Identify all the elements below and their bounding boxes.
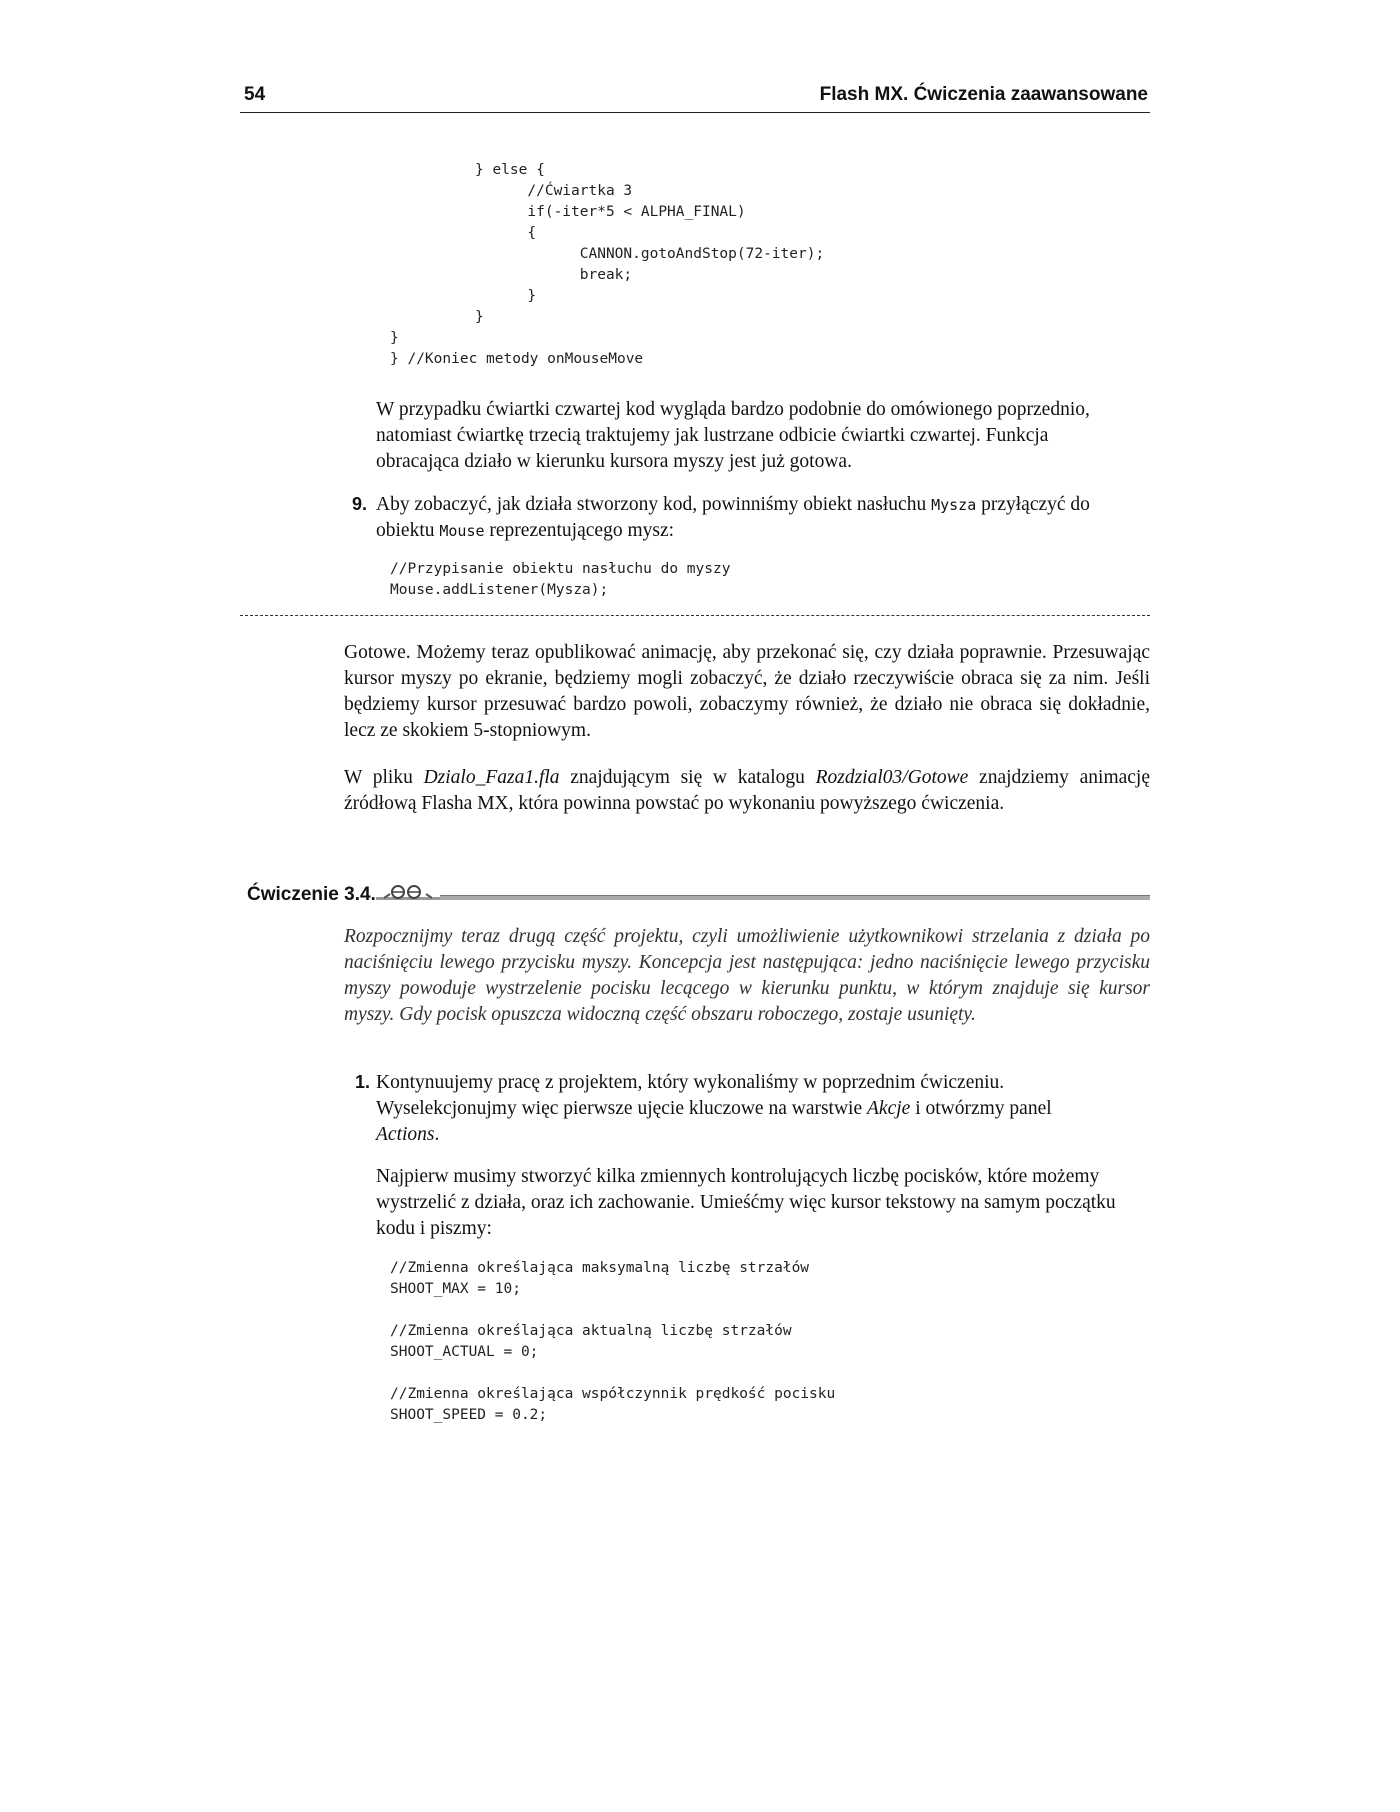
paragraph-quarter-four: W przypadku ćwiartki czwartej kod wygląda bardzo podobnie do omówionego poprzednio, natomiast ćwiartkę trzecią traktujemy jak lustrzane odbicie ćwiartki czwartej. Funkcja obracająca działo w kierunku kursora myszy jest już gotowa.	[376, 399, 1090, 472]
exercise-heading-rule	[440, 895, 1150, 900]
step-9-text: Aby zobaczyć, jak działa stworzony kod, powinniśmy obiekt nasłuchu Mysza przyłączyć do obiektu Mouse reprezentującego mysz:	[376, 494, 1090, 541]
exercise-intro: Rozpocznijmy teraz drugą część projektu, czyli umożliwienie użytkownikowi strzelania z działa po naciśnięciu lewego przycisku myszy. Koncepcja jest następująca: jedno naciśnięcie lewego przycisku myszy powoduje wystrzelenie pocisku lecącego w kierunku punktu, w którym znajduje się kursor myszy. Gdy pocisk opuszcza widoczną część obszaru roboczego, zostaje usunięty.	[344, 926, 1150, 1025]
page-number: 54	[244, 84, 266, 105]
paragraph-variables: Najpierw musimy stworzyć kilka zmiennych kontrolujących liczbę pocisków, które możemy wystrzelić z działa, oraz ich zachowanie. Umieśćmy więc kursor tekstowy na samym początku kodu i piszmy:	[376, 1166, 1116, 1239]
code-block-method-end: } } //Koniec metody onMouseMove	[390, 330, 644, 367]
section-divider	[240, 615, 1150, 616]
exercise-difficulty-icon	[376, 882, 440, 904]
step-1-text: Kontynuujemy pracę z projektem, który wykonaliśmy w poprzednim ćwiczeniu. Wyselekcjonujmy więc pierwsze ujęcie kluczowe na warstwie Akcje i otwórzmy panel Actions.	[376, 1072, 1052, 1145]
book-title: Flash MX. Ćwiczenia zaawansowane	[819, 84, 1148, 105]
folder-name: Rozdzial03/Gotowe	[815, 767, 969, 788]
step-number-1: 1.	[355, 1072, 371, 1092]
paragraph-done: Gotowe. Możemy teraz opublikować animację, aby przekonać się, czy działa poprawnie. Przesuwając kursor myszy po ekranie, będziemy mogli zobaczyć, że działo rzeczywiście obraca się za nim. Jeśli będziemy kursor przesuwać bardzo powoli, zobaczymy również, że działo nie obraca się dokładnie, lecz ze skokiem 5-stopniowym.	[344, 642, 1150, 741]
code-block-else-branch: } else { //Ćwiartka 3 if(-iter*5 < ALPHA_FINAL) { CANNON.gotoAndStop(72-iter); break; } }	[475, 162, 825, 325]
paragraph-source-file: W pliku Dzialo_Faza1.fla znajdującym się w katalogu Rozdzial03/Gotowe znajdziemy animację źródłową Flasha MX, która powinna powstać po wykonaniu powyższego ćwiczenia.	[344, 767, 1151, 814]
code-block-variables: //Zmienna określająca maksymalną liczbę strzałów SHOOT_MAX = 10; //Zmienna określająca aktualną liczbę strzałów SHOOT_ACTUAL = 0; //Zmienna określająca współczynnik prędkość pocisku SHOOT_SPEED = 0.2;	[390, 1260, 836, 1423]
exercise-heading: Ćwiczenie 3.4.	[247, 884, 376, 905]
panel-name: Actions	[376, 1124, 435, 1145]
page-header	[240, 84, 1150, 113]
code-block-add-listener: //Przypisanie obiektu nasłuchu do myszy Mouse.addListener(Mysza);	[390, 561, 731, 598]
inline-code-mysza: Mysza	[931, 496, 977, 514]
step-number-9: 9.	[352, 494, 368, 514]
inline-code-mouse: Mouse	[439, 522, 485, 540]
file-name: Dzialo_Faza1.fla	[423, 767, 560, 788]
layer-name: Akcje	[867, 1098, 911, 1119]
